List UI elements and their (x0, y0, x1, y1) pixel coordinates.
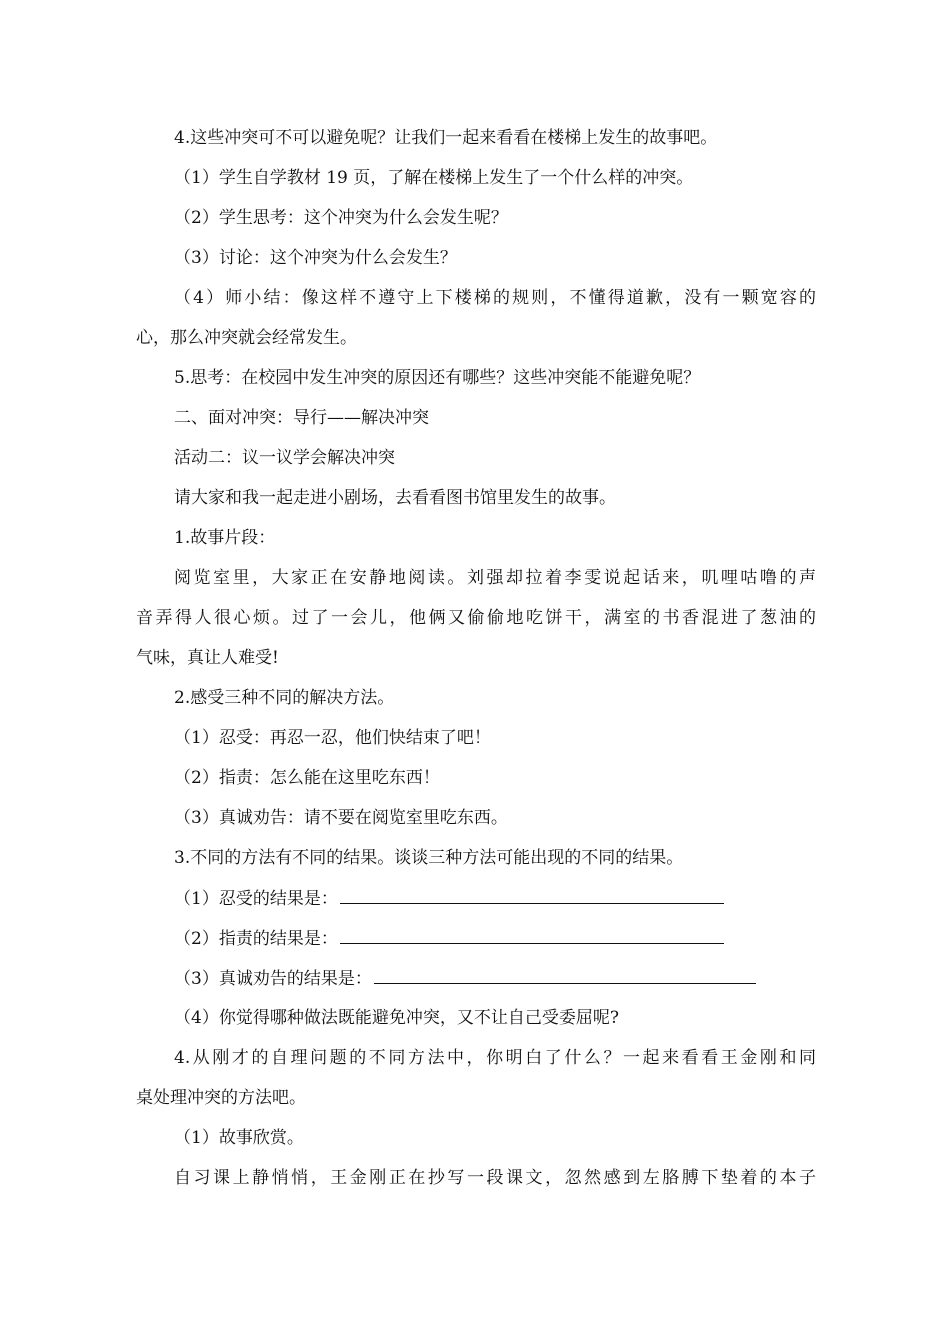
paragraph-line: 5.思考：在校园中发生冲突的原因还有哪些？这些冲突能不能避免呢？ (174, 368, 701, 388)
fill-in-prompt: （2）指责的结果是： (174, 929, 338, 949)
paragraph-line: 音弄得人很心烦。过了一会儿，他俩又偷偷地吃饼干，满室的书香混进了葱油的 (136, 608, 816, 628)
fill-in-prompt: （1）忍受的结果是： (174, 889, 338, 909)
fill-in-line (174, 966, 854, 990)
fill-in-line (174, 926, 854, 950)
paragraph-line: （2）指责：怎么能在这里吃东西！ (174, 768, 440, 788)
paragraph-line: 3.不同的方法有不同的结果。谈谈三种方法可能出现的不同的结果。 (174, 848, 684, 868)
paragraph-line: 阅览室里，大家正在安静地阅读。刘强却拉着李雯说起话来，叽哩咕噜的声 (174, 568, 816, 588)
paragraph-line: 心，那么冲突就会经常发生。 (136, 328, 357, 348)
answer-blank[interactable] (340, 926, 724, 944)
activity-heading: 活动二：议一议学会解决冲突 (174, 448, 395, 468)
paragraph-line: （2）学生思考：这个冲突为什么会发生呢？ (174, 208, 508, 228)
paragraph-line: 桌处理冲突的方法吧。 (136, 1088, 306, 1108)
fill-in-line (174, 886, 854, 910)
paragraph-line: 4.从刚才的自理问题的不同方法中，你明白了什么？一起来看看王金刚和同 (174, 1048, 816, 1068)
paragraph-line: 气味，真让人难受! (136, 648, 279, 668)
paragraph-line: （4）你觉得哪种做法既能避免冲突，又不让自己受委屈呢? (174, 1008, 619, 1028)
paragraph-line: 4.这些冲突可不可以避免呢？让我们一起来看看在楼梯上发生的故事吧。 (174, 128, 718, 148)
section-heading: 二、面对冲突：导行——解决冲突 (174, 408, 429, 428)
paragraph-line: （1）忍受：再忍一忍，他们快结束了吧！ (174, 728, 491, 748)
paragraph-line: （1）学生自学教材 19 页，了解在楼梯上发生了一个什么样的冲突。 (174, 168, 694, 188)
paragraph-line: 2.感受三种不同的解决方法。 (174, 688, 395, 708)
paragraph-line: （3）真诚劝告：请不要在阅览室里吃东西。 (174, 808, 508, 828)
paragraph-line: （4）师小结：像这样不遵守上下楼梯的规则，不懂得道歉，没有一颗宽容的 (174, 288, 816, 308)
paragraph-line: 1.故事片段： (174, 528, 276, 548)
answer-blank[interactable] (374, 966, 756, 984)
paragraph-line: 自习课上静悄悄，王金刚正在抄写一段课文，忽然感到左胳膊下垫着的本子 (174, 1168, 816, 1188)
paragraph-line: （3）讨论：这个冲突为什么会发生？ (174, 248, 457, 268)
paragraph-line: 请大家和我一起走进小剧场，去看看图书馆里发生的故事。 (174, 488, 616, 508)
fill-in-prompt: （3）真诚劝告的结果是： (174, 969, 372, 989)
answer-blank[interactable] (340, 886, 724, 904)
paragraph-line: （1）故事欣赏。 (174, 1128, 304, 1148)
